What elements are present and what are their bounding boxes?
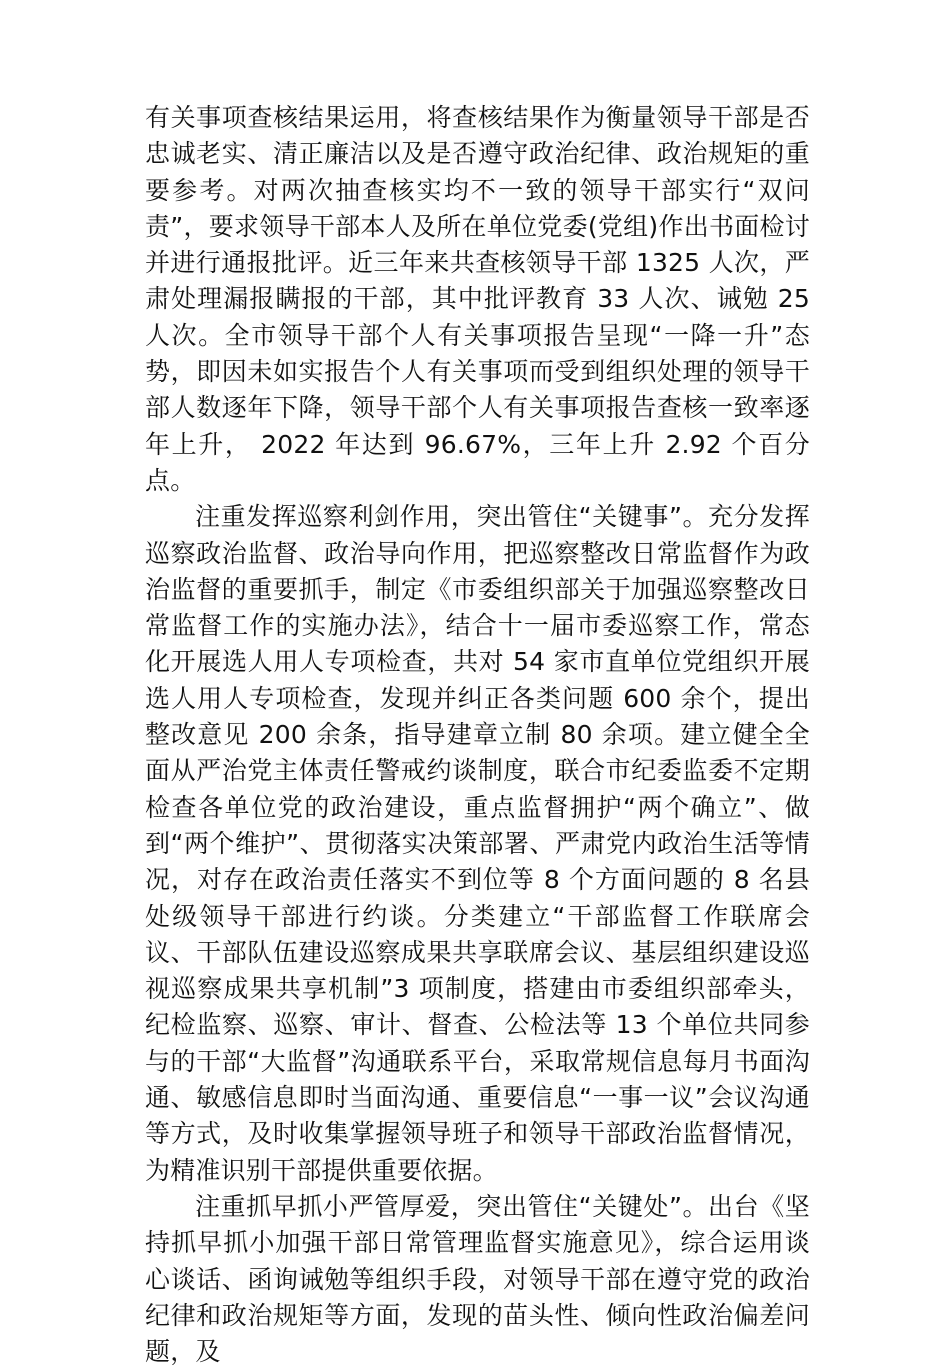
paragraph-early-supervision: 注重抓早抓小严管厚爱，突出管住“关键处”。出台《坚持抓早抓小加强干部日常管理监督实施意见》，综合运用谈心谈话、函询诫勉等组织手段，对领导干部在遵守党的政治纪律和政治规矩等方面，发现的苗头性、倾向性政治偏差问题，及 (145, 1191, 810, 1367)
paragraph-continued: 有关事项查核结果运用，将查核结果作为衡量领导干部是否忠诚老实、清正廉洁以及是否遵守政治纪律、政治规矩的重要参考。对两次抽查核实均不一致的领导干部实行“双问责”，要求领导干部本人及所在单位党委(党组)作出书面检讨并进行通报批评。近三年来共查核领导干部 1325 人次，严肃处理漏报瞒报的干部，其中批评教育 33 人次、诫勉 25 人次。全市领导干部个人有关事项报告呈现“一降一升”态势，即因未如实报告个人有关事项而受到组织处理的领导干部人数逐年下降，领导干部个人有关事项报告查核一致率逐年上升， 2022 年达到 96.67%，三年上升 2.92 个百分点。 (145, 103, 810, 495)
document-body (145, 100, 810, 1370)
paragraph-inspection: 注重发挥巡察利剑作用，突出管住“关键事”。充分发挥巡察政治监督、政治导向作用，把巡察整改日常监督作为政治监督的重要抓手，制定《市委组织部关于加强巡察整改日常监督工作的实施办法》，结合十一届市委巡察工作，常态化开展选人用人专项检查，共对 54 家市直单位党组织开展选人用人专项检查，发现并纠正各类问题 600 余个，提出整改意见 200 余条，指导建章立制 80 余项。建立健全全面从严治党主体责任警戒约谈制度，联合市纪委监委不定期检查各单位党的政治建设，重点监督拥护“两个确立”、做到“两个维护”、贯彻落实决策部署、严肃党内政治生活等情况，对存在政治责任落实不到位等 8 个方面问题的 8 名县处级领导干部进行约谈。分类建立“干部监督工作联席会议、干部队伍建设巡察成果共享联席会议、基层组织建设巡视巡察成果共享机制”3 项制度，搭建由市委组织部牵头，纪检监察、巡察、审计、督查、公检法等 13 个单位共同参与的干部“大监督”沟通联系平台，采取常规信息每月书面沟通、敏感信息即时当面沟通、重要信息“一事一议”会议沟通等方式，及时收集掌握领导班子和领导干部政治监督情况，为精准识别干部提供重要依据。 (145, 502, 810, 1185)
